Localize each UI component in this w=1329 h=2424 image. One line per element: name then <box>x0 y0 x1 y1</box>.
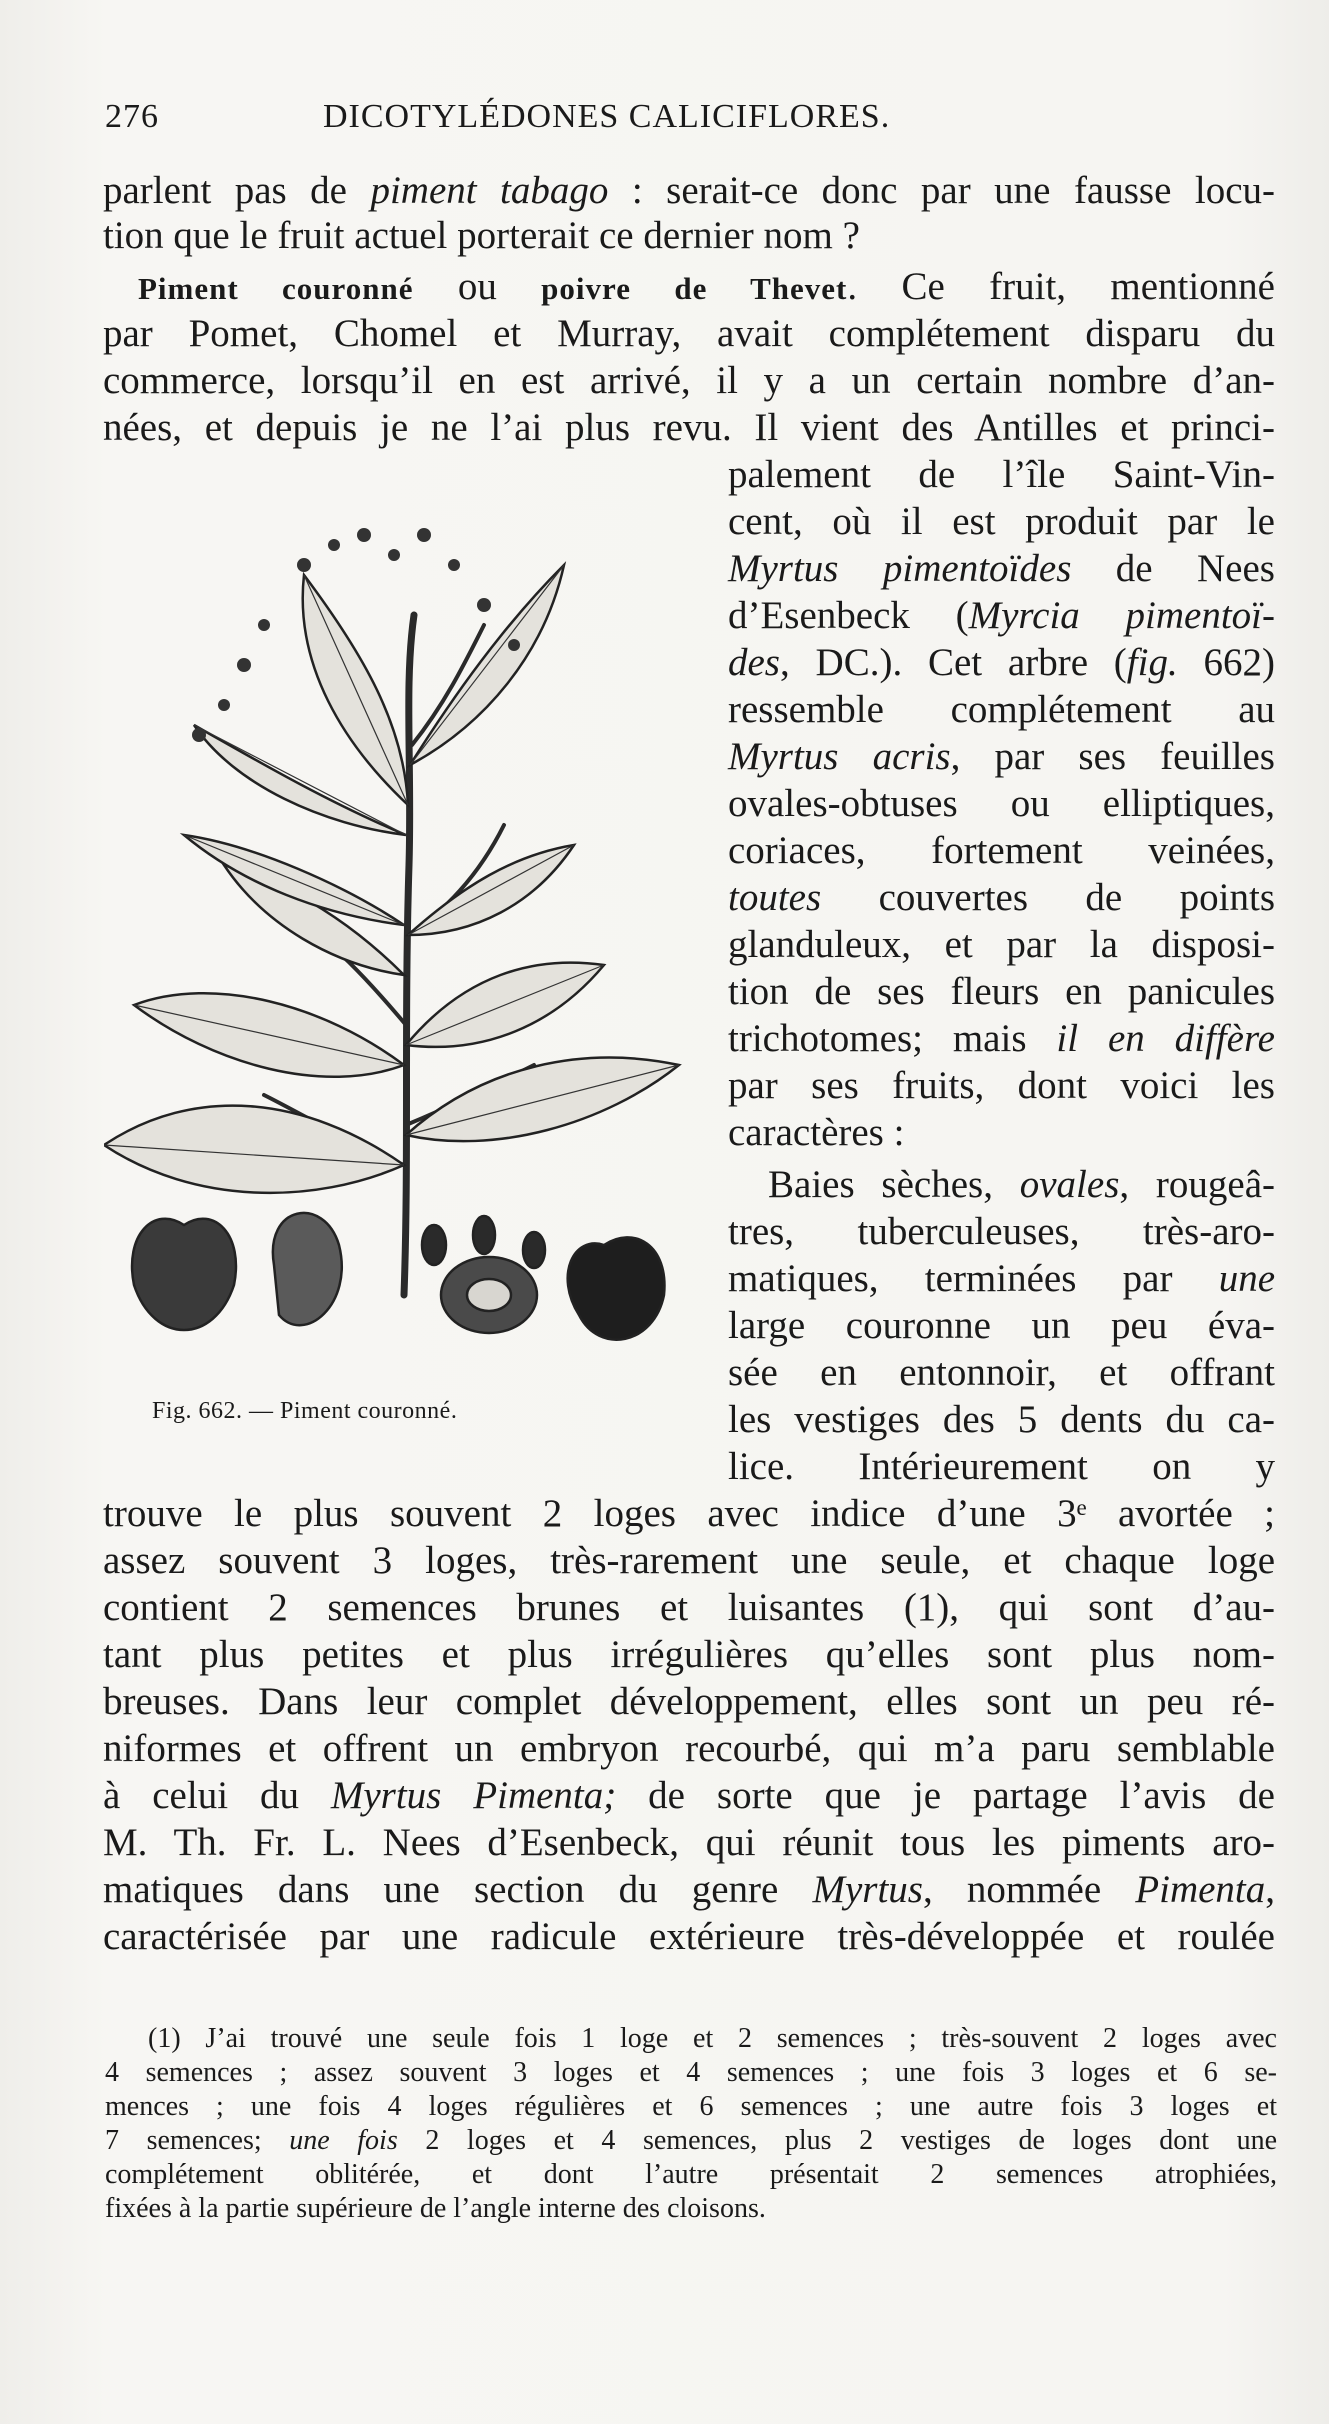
text-line: ressemble complétement au <box>728 688 1275 731</box>
text-line: Myrtus pimentoïdes de Nees <box>728 547 1275 590</box>
footnote-line: mences ; une fois 4 loges régulières et 6 semences ; une autre fois 3 loges et <box>105 2091 1277 2122</box>
text-line: Myrtus acris, par ses feuilles <box>728 735 1275 778</box>
footnote-line: 4 semences ; assez souvent 3 loges et 4 semences ; une fois 3 loges et 6 se- <box>105 2057 1277 2088</box>
text-line: tion que le fruit actuel porterait ce dernier nom ? <box>103 214 860 257</box>
footnote-line: (1) J’ai trouvé une seule fois 1 loge et 2 semences ; très-souvent 2 loges avec <box>148 2023 1277 2054</box>
text-line: Piment couronné ou poivre de Thevet. Ce fruit, mentionné <box>138 265 1275 308</box>
text-line: parlent pas de piment tabago : serait-ce donc par une fausse locu- <box>103 169 1275 212</box>
page-number: 276 <box>105 98 159 135</box>
text-line: Baies sèches, ovales, rougeâ- <box>768 1163 1275 1206</box>
running-title: DICOTYLÉDONES CALICIFLORES. <box>323 98 891 135</box>
entry-heading: Piment couronné <box>138 271 414 306</box>
text-line: par ses fruits, dont voici les <box>728 1064 1275 1107</box>
text-line: toutes couvertes de points <box>728 876 1275 919</box>
text-line: commerce, lorsqu’il en est arrivé, il y a un certain nombre d’an- <box>103 359 1275 402</box>
text-line: des, DC.). Cet arbre (fig. 662) <box>728 641 1275 684</box>
text-line: ovales-obtuses ou elliptiques, <box>728 782 1275 825</box>
text-line: les vestiges des 5 dents du ca- <box>728 1398 1275 1441</box>
text-line: tant plus petites et plus irrégulières qu’elles sont plus nom- <box>103 1633 1275 1676</box>
entry-heading-alt: poivre de Thevet <box>541 271 848 306</box>
footnote-line: complétement oblitérée, et dont l’autre présentait 2 semences atrophiées, <box>105 2159 1277 2190</box>
text-line: trouve le plus souvent 2 loges avec indice d’une 3ᵉ avortée ; <box>103 1492 1275 1535</box>
botanical-illustration <box>104 505 684 1395</box>
text-line: contient 2 semences brunes et luisantes (1), qui sont d’au- <box>103 1586 1275 1629</box>
text-line: matiques dans une section du genre Myrtus, nommée Pimenta, <box>103 1868 1275 1911</box>
text-line: large couronne un peu éva- <box>728 1304 1275 1347</box>
text-line: niformes et offrent un embryon recourbé, qui m’a paru semblable <box>103 1727 1275 1770</box>
text-line: caractérisée par une radicule extérieure très-développée et roulée <box>103 1915 1275 1958</box>
footnote-line: 7 semences; une fois 2 loges et 4 semences, plus 2 vestiges de loges dont une <box>105 2125 1278 2156</box>
text-line: cent, où il est produit par le <box>728 500 1275 543</box>
text-line: trichotomes; mais il en diffère <box>728 1017 1275 1060</box>
figure-caption: Fig. 662. — Piment couronné. <box>152 1398 458 1424</box>
text-line: tres, tuberculeuses, très-aro- <box>728 1210 1275 1253</box>
text-line: d’Esenbeck (Myrcia pimentoï- <box>728 594 1275 637</box>
text-line: caractères : <box>728 1111 905 1154</box>
text-line: glanduleux, et par la disposi- <box>728 923 1275 966</box>
text-line: sée en entonnoir, et offrant <box>728 1351 1275 1394</box>
text-line: breuses. Dans leur complet développement, elles sont un peu ré- <box>103 1680 1275 1723</box>
text-line: assez souvent 3 loges, très-rarement une seule, et chaque loge <box>103 1539 1275 1582</box>
text-line: par Pomet, Chomel et Murray, avait complétement disparu du <box>103 312 1275 355</box>
text-line: M. Th. Fr. L. Nees d’Esenbeck, qui réunit tous les piments aro- <box>103 1821 1275 1864</box>
text-line: à celui du Myrtus Pimenta; de sorte que je partage l’avis de <box>103 1774 1275 1817</box>
text-line: lice. Intérieurement on y <box>728 1445 1275 1488</box>
text-line: coriaces, fortement veinées, <box>728 829 1275 872</box>
text-line: matiques, terminées par une <box>728 1257 1275 1300</box>
text-line: palement de l’île Saint-Vin- <box>728 453 1275 496</box>
footnote-line: fixées à la partie supérieure de l’angle interne des cloisons. <box>105 2193 766 2224</box>
text-line: nées, et depuis je ne l’ai plus revu. Il vient des Antilles et princi- <box>103 406 1275 449</box>
text-line: tion de ses fleurs en panicules <box>728 970 1275 1013</box>
